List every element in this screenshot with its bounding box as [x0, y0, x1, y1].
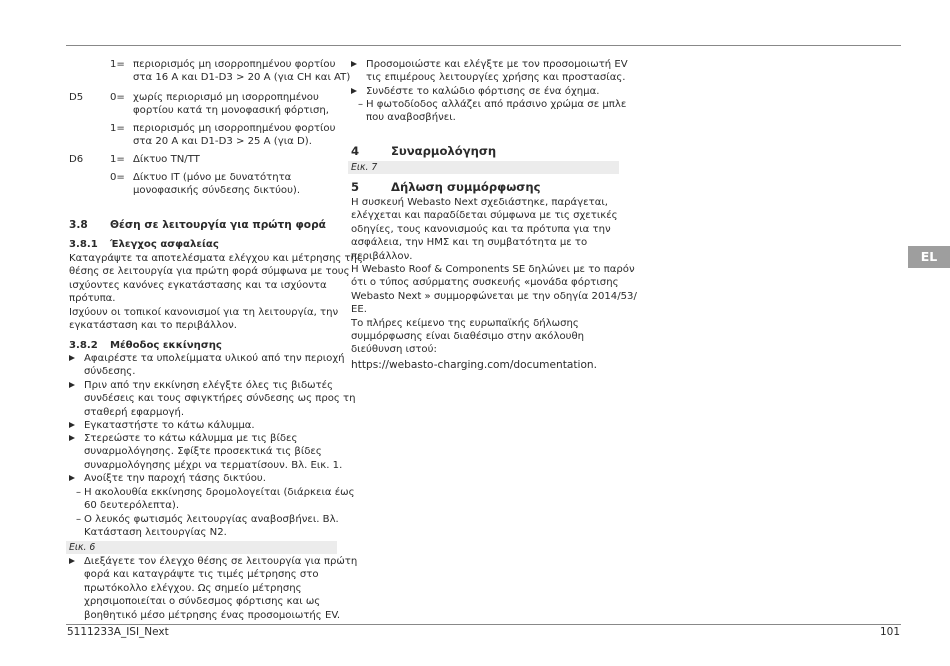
- dash-marker: –: [358, 99, 364, 110]
- body-text: εγκατάσταση και το περιβάλλον.: [69, 320, 238, 331]
- list-item: συναρμολόγησης. Σφίξτε προσεκτικά τις βίδες: [84, 446, 322, 458]
- bullet-triangle-icon: [69, 355, 75, 361]
- subsection-number: 3.8.1: [69, 239, 98, 250]
- body-text: ισχύοντες κανόνες εγκατάστασης και τα ισχύοντα: [69, 279, 327, 291]
- setting-description: περιορισμός μη ισορροπημένου φορτίου: [133, 123, 336, 134]
- list-item: χρησιμοποιείται ο σύνδεσμος φόρτισης και ως: [84, 596, 321, 608]
- list-item: Προσομοιώστε και ελέγξτε με τον προσομοιωτή EV: [366, 59, 628, 70]
- setting-description: Δίκτυο IT (μόνο με δυνατότητα: [133, 172, 292, 183]
- subsection-title: Μέθοδος εκκίνησης: [110, 340, 222, 351]
- list-item: βοηθητικό μέσο μέτρησης ένας προσομοιωτής EV.: [84, 609, 341, 621]
- list-item: Αφαιρέστε τα υπολείμματα υλικού από την περιοχή: [84, 353, 345, 364]
- bullet-triangle-icon: [69, 422, 75, 428]
- body-text: περιβάλλον.: [351, 250, 413, 262]
- setting-value: 0=: [110, 92, 125, 103]
- body-text: συμμόρφωσης είναι διαθέσιμο στην ακόλουθη: [351, 331, 585, 342]
- list-item: Ανοίξτε την παροχή τάσης δικτύου.: [84, 473, 266, 484]
- setting-description: μονοφασικής σύνδεσης δικτύου).: [133, 185, 301, 197]
- result-item: Κατάσταση λειτουργίας N2.: [84, 527, 227, 539]
- list-item: Εγκαταστήστε το κάτω κάλυμμα.: [84, 420, 255, 431]
- figure-caption: Εικ. 6: [66, 541, 337, 554]
- figure-caption: Εικ. 7: [348, 161, 619, 174]
- section-number: 5: [351, 180, 360, 194]
- result-item: Η ακολουθία εκκίνησης δρομολογείται (διάρκεια έως: [84, 487, 355, 498]
- footer-doc-id: 5111233A_ISI_Next: [67, 626, 169, 638]
- body-text: Η συσκευή Webasto Next σχεδιάστηκε, παράγεται,: [351, 197, 608, 208]
- setting-value: 0=: [110, 172, 125, 183]
- list-item: σύνδεσης.: [84, 366, 136, 378]
- result-item: που αναβοσβήνει.: [366, 112, 456, 124]
- list-item: πρωτόκολλο ελέγχου. Ως σημείο μέτρησης: [84, 582, 302, 594]
- bullet-triangle-icon: [351, 61, 357, 67]
- setting-value: 1=: [110, 59, 125, 70]
- setting-key: D5: [69, 92, 84, 103]
- setting-description: στα 16 A και D1-D3 > 20 A (για CH και AT): [133, 72, 351, 84]
- body-text: Ισχύουν οι τοπικοί κανονισμοί για τη λειτουργία, την: [69, 306, 339, 318]
- subsection-number: 3.8.2: [69, 340, 98, 351]
- bullet-triangle-icon: [69, 382, 75, 388]
- list-item: Πριν από την εκκίνηση ελέγξτε όλες τις βιδωτές: [84, 380, 334, 391]
- body-text: Καταγράψτε τα αποτελέσματα ελέγχου και μέτρησης της: [69, 253, 363, 264]
- section-number: 4: [351, 144, 360, 158]
- setting-description: Δίκτυο TN/TT: [133, 154, 200, 165]
- setting-description: περιορισμός μη ισορροπημένου φορτίου: [133, 59, 336, 70]
- list-item: συνδέσεις και τους σφιγκτήρες σύνδεσης ως προς τη: [84, 393, 356, 405]
- body-text: Η Webasto Roof & Components SE δηλώνει με το παρόν: [351, 264, 635, 275]
- result-item: 60 δευτερόλεπτα).: [84, 500, 180, 512]
- subsection-title: Έλεγχος ασφαλείας: [110, 239, 219, 250]
- body-text: διεύθυνση ιστού:: [351, 344, 437, 356]
- section-title: Δήλωση συμμόρφωσης: [391, 180, 541, 194]
- result-item: Ο λευκός φωτισμός λειτουργίας αναβοσβήνει. Βλ.: [84, 514, 339, 525]
- list-item: φορά και καταγράψτε τις τιμές μέτρησης στο: [84, 569, 319, 581]
- body-text: οδηγίες, τους κανονισμούς και τα πρότυπα για την: [351, 223, 611, 235]
- body-text: θέσης σε λειτουργία για πρώτη φορά σύμφωνα με τους: [69, 266, 350, 278]
- bullet-triangle-icon: [351, 88, 357, 94]
- body-text: ότι ο τύπος ασύρματης συσκευής «μονάδα φόρτισης: [351, 277, 619, 289]
- body-text: ασφάλεια, την ΗΜΣ και τη συμβατότητα με το: [351, 237, 588, 249]
- result-item: Η φωτοδίοδος αλλάζει από πράσινο χρώμα σε μπλε: [366, 99, 627, 110]
- bullet-triangle-icon: [69, 475, 75, 481]
- section-number: 3.8: [69, 219, 88, 231]
- dash-marker: –: [76, 487, 82, 498]
- body-text: πρότυπα.: [69, 293, 116, 305]
- section-title: Θέση σε λειτουργία για πρώτη φορά: [110, 219, 326, 231]
- footer-rule: [66, 624, 901, 625]
- language-tab: EL: [908, 246, 950, 268]
- dash-marker: –: [76, 514, 82, 525]
- list-item: Στερεώστε το κάτω κάλυμμα με τις βίδες: [84, 433, 298, 444]
- setting-description: φορτίου κατά τη μονοφασική φόρτιση,: [133, 105, 330, 117]
- list-item: Διεξάγετε τον έλεγχο θέσης σε λειτουργία για πρώτη: [84, 556, 358, 567]
- setting-key: D6: [69, 154, 84, 165]
- setting-description: χωρίς περιορισμό μη ισορροπημένου: [133, 92, 319, 103]
- list-item: τις επιμέρους λειτουργίες χρήσης και προστασίας.: [366, 72, 626, 84]
- list-item: σταθερή εφαρμογή.: [84, 406, 185, 418]
- body-text: ελέγχεται και παραδίδεται σύμφωνα με τις σχετικές: [351, 210, 618, 222]
- body-text: Webasto Next » συμμορφώνεται με την οδηγία 2014/53/: [351, 290, 637, 302]
- documentation-url: https://webasto-charging.com/documentation.: [351, 359, 598, 371]
- bullet-triangle-icon: [69, 435, 75, 441]
- bullet-triangle-icon: [69, 558, 75, 564]
- section-title: Συναρμολόγηση: [391, 144, 497, 158]
- header-rule: [66, 45, 901, 46]
- body-text: ΕΕ.: [351, 304, 367, 316]
- setting-value: 1=: [110, 154, 125, 165]
- list-item: Συνδέστε το καλώδιο φόρτισης σε ένα όχημα.: [366, 86, 600, 97]
- setting-value: 1=: [110, 123, 125, 134]
- body-text: Το πλήρες κείμενο της ευρωπαϊκής δήλωσης: [351, 317, 579, 329]
- list-item: συναρμολόγησης μέχρι να τερματίσουν. Βλ. Εικ. 1.: [84, 459, 343, 471]
- footer-page-number: 101: [880, 626, 901, 638]
- setting-description: στα 20 A και D1-D3 > 25 A (για D).: [133, 136, 312, 148]
